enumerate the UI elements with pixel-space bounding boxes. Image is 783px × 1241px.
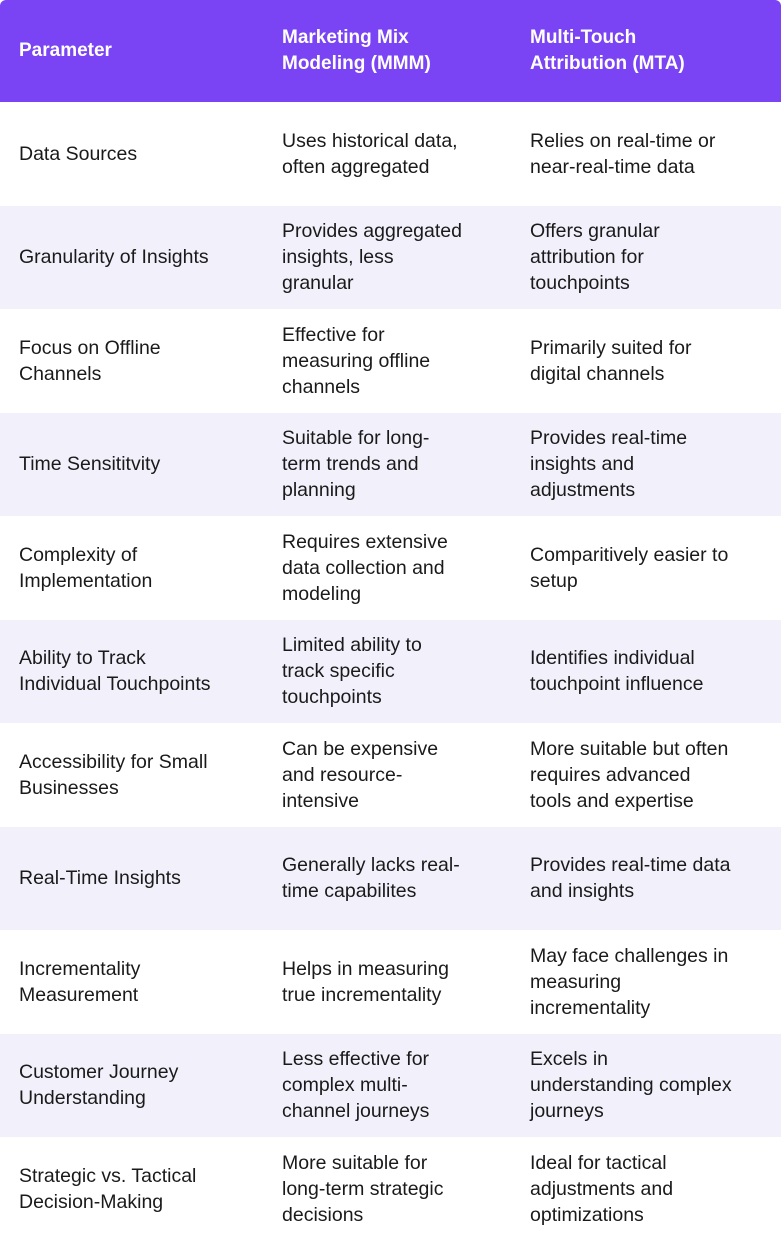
mta-cell: May face challenges in measuring incrementality <box>530 944 729 1019</box>
mta-cell: More suitable but often requires advanced tools and expertise <box>530 737 729 812</box>
mmm-cell: Provides aggregated insights, less granular <box>282 220 462 295</box>
parameter-cell: Focus on Offline Channels <box>19 336 161 385</box>
table-row <box>0 723 781 827</box>
mta-cell: Offers granular attribution for touchpoints <box>530 220 660 295</box>
parameter-cell: Real-Time Insights <box>19 867 181 890</box>
table-row <box>0 827 781 931</box>
mmm-cell: Less effective for complex multi- channel journeys <box>282 1048 430 1123</box>
parameter-cell: Incrementality Measurement <box>19 957 141 1006</box>
mmm-cell: Helps in measuring true incrementality <box>282 957 449 1006</box>
mta-cell: Primarily suited for digital channels <box>530 336 692 385</box>
mta-cell: Identifies individual touchpoint influence <box>530 647 704 696</box>
mta-cell: Ideal for tactical adjustments and optimizations <box>530 1151 674 1226</box>
parameter-cell: Ability to Track Individual Touchpoints <box>19 647 211 696</box>
table-row <box>0 1137 781 1241</box>
table-row <box>0 102 781 206</box>
mmm-cell: Limited ability to track specific touchpoints <box>282 634 422 709</box>
table-row <box>0 620 781 724</box>
mmm-cell: Uses historical data, often aggregated <box>282 129 458 178</box>
mmm-cell: Can be expensive and resource- intensive <box>282 737 439 812</box>
header-mta: Multi-Touch Attribution (MTA) <box>530 27 685 74</box>
mta-cell: Excels in understanding complex journeys <box>530 1048 732 1123</box>
table-row <box>0 413 781 517</box>
parameter-cell: Customer Journey Understanding <box>19 1061 179 1110</box>
mmm-cell: Suitable for long- term trends and planning <box>282 427 430 502</box>
mmm-cell: Requires extensive data collection and modeling <box>282 530 448 605</box>
mta-cell: Provides real-time insights and adjustments <box>530 427 688 502</box>
mta-cell: Relies on real-time or near-real-time data <box>530 129 716 178</box>
mmm-cell: Effective for measuring offline channels <box>282 323 431 398</box>
mta-cell: Provides real-time data and insights <box>530 854 731 903</box>
header-parameter: Parameter <box>19 40 112 61</box>
header-mmm: Marketing Mix Modeling (MMM) <box>282 27 431 74</box>
table-row <box>0 1034 781 1138</box>
table-row <box>0 516 781 620</box>
mmm-cell: More suitable for long-term strategic decisions <box>282 1151 444 1226</box>
table-row <box>0 930 781 1034</box>
parameter-cell: Complexity of Implementation <box>19 543 153 592</box>
table-row <box>0 206 781 310</box>
parameter-cell: Data Sources <box>19 142 138 165</box>
parameter-cell: Time Sensititvity <box>19 453 161 476</box>
table-row <box>0 309 781 413</box>
mmm-cell: Generally lacks real- time capabilites <box>282 854 460 903</box>
parameter-cell: Accessibility for Small Businesses <box>19 750 208 799</box>
mta-cell: Comparitively easier to setup <box>530 543 729 592</box>
table-header <box>0 0 781 102</box>
parameter-cell: Granularity of Insights <box>19 246 209 269</box>
parameter-cell: Strategic vs. Tactical Decision-Making <box>19 1164 197 1213</box>
